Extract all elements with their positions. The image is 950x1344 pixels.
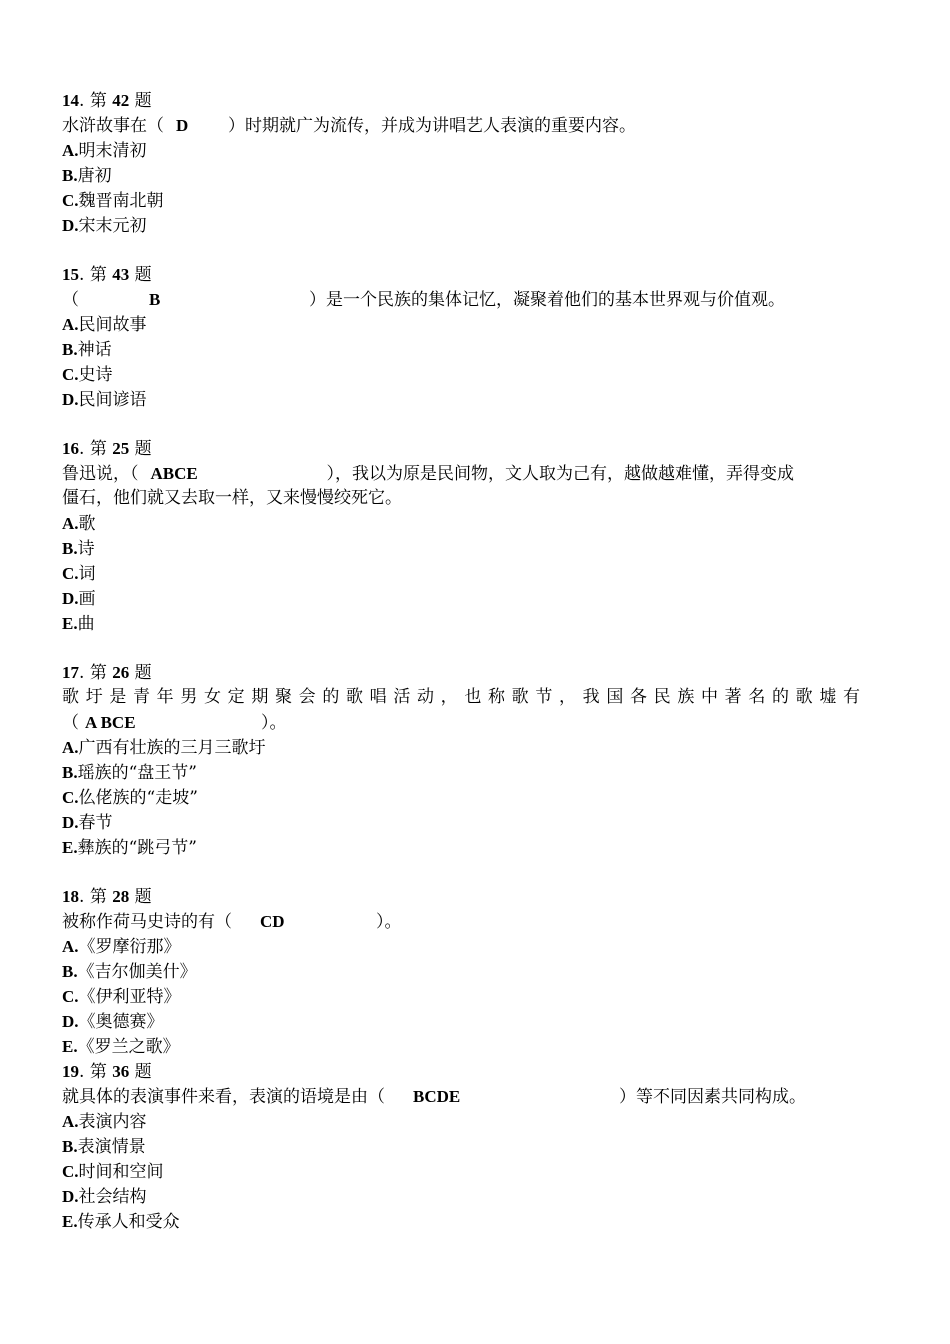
option-text: 《罗兰之歌》 (77, 1037, 180, 1057)
question-id: 26 (112, 663, 130, 682)
option-letter: A. (62, 1112, 79, 1131)
option-letter: B. (62, 1137, 78, 1156)
option-letter: E. (62, 838, 78, 857)
option-c (62, 362, 862, 387)
header-separator: . (79, 663, 85, 683)
option-e (62, 611, 862, 636)
header-separator: . (79, 91, 85, 111)
header-prefix: 第 (89, 91, 107, 111)
stem-line-2: 僵石，他们就又去取一样，又来慢慢绞死它。 (62, 488, 402, 508)
option-e (62, 1209, 862, 1234)
option-letter: D. (62, 1187, 79, 1206)
option-text: 广西有壮族的三月三歌圩 (78, 738, 266, 758)
header-suffix: 题 (134, 265, 152, 285)
stem-after: ），我以为原是民间物，文人取为己有，越做越难懂，弄得变成 (326, 464, 794, 484)
question-id: 28 (112, 887, 130, 906)
option-text: 曲 (77, 614, 95, 634)
option-text: 《罗摩衍那》 (78, 937, 181, 957)
question-stem-line-1: 歌圩是青年男女定期聚会的歌唱活动，也称歌节，我国各民族中著名的歌墟有 (62, 687, 860, 707)
answer-text: B (149, 290, 161, 309)
option-a (62, 934, 862, 959)
answer-text: ABCE (150, 464, 198, 483)
option-letter: D. (62, 1012, 79, 1031)
option-text: 《伊利亚特》 (78, 987, 181, 1007)
option-c (62, 785, 862, 810)
stem-after: ）是一个民族的集体记忆，凝聚着他们的基本世界观与价值观。 (309, 290, 785, 310)
stem-before: 鲁迅说，（ (62, 464, 139, 484)
header-separator: . (79, 1062, 85, 1082)
option-letter: B. (62, 166, 78, 185)
option-a (62, 312, 862, 337)
question-number: 18 (62, 887, 79, 906)
question-number: 14 (62, 91, 79, 110)
option-letter: A. (62, 315, 79, 334)
option-text: 画 (78, 589, 96, 609)
option-b (62, 760, 862, 785)
question-16 (62, 436, 862, 636)
question-id: 43 (112, 265, 130, 284)
stem-before: 水浒故事在（ (62, 116, 164, 136)
header-prefix: 第 (89, 1062, 107, 1082)
question-15 (62, 262, 862, 412)
stem-before: （ (62, 713, 79, 733)
option-letter: B. (62, 962, 78, 981)
option-text: 民间故事 (78, 315, 147, 335)
option-c (62, 1159, 862, 1184)
stem-after: ）。 (376, 912, 402, 932)
option-letter: A. (62, 937, 79, 956)
option-b (62, 1134, 862, 1159)
option-text: 传承人和受众 (77, 1212, 180, 1232)
question-id: 25 (112, 439, 130, 458)
option-text: 神话 (77, 340, 112, 360)
question-stem-line-2 (62, 486, 862, 511)
option-c (62, 188, 862, 213)
option-c (62, 561, 862, 586)
question-19 (62, 1059, 862, 1234)
question-17 (62, 660, 862, 860)
question-14 (62, 88, 862, 238)
option-d (62, 213, 862, 238)
option-text: 春节 (78, 813, 113, 833)
stem-after: ）时期就广为流传，并成为讲唱艺人表演的重要内容。 (228, 116, 636, 136)
option-letter: C. (62, 365, 79, 384)
option-c (62, 984, 862, 1009)
option-a (62, 138, 862, 163)
option-letter: D. (62, 390, 79, 409)
option-letter: B. (62, 340, 78, 359)
option-text: 史诗 (78, 365, 113, 385)
option-text: 唐初 (77, 166, 112, 186)
option-d (62, 586, 862, 611)
question-number: 19 (62, 1062, 79, 1081)
answer-text: D (176, 116, 189, 135)
option-b (62, 959, 862, 984)
option-text: 时间和空间 (78, 1162, 164, 1182)
question-id: 36 (112, 1062, 130, 1081)
header-prefix: 第 (89, 887, 107, 907)
question-header (62, 262, 862, 287)
header-prefix: 第 (89, 663, 107, 683)
header-separator: . (79, 887, 85, 907)
question-stem (62, 710, 862, 735)
document-page (62, 88, 862, 1234)
option-d (62, 810, 862, 835)
option-text: 民间谚语 (78, 390, 147, 410)
question-number: 17 (62, 663, 79, 682)
header-suffix: 题 (134, 1062, 152, 1082)
question-stem (62, 113, 862, 138)
option-letter: E. (62, 614, 78, 633)
option-letter: A. (62, 514, 79, 533)
option-letter: D. (62, 813, 79, 832)
question-18 (62, 884, 862, 1059)
option-text: 词 (78, 564, 96, 584)
option-text: 歌 (78, 514, 96, 534)
question-header (62, 884, 862, 909)
header-prefix: 第 (89, 439, 107, 459)
header-suffix: 题 (134, 91, 152, 111)
option-letter: B. (62, 539, 78, 558)
question-stem (62, 909, 862, 934)
answer-text: BCDE (413, 1087, 461, 1106)
option-d (62, 1184, 862, 1209)
option-text: 社会结构 (78, 1187, 147, 1207)
header-prefix: 第 (89, 265, 107, 285)
option-text: 《吉尔伽美什》 (77, 962, 197, 982)
option-letter: D. (62, 216, 79, 235)
option-text: 表演情景 (77, 1137, 146, 1157)
option-letter: C. (62, 1162, 79, 1181)
option-letter: C. (62, 987, 79, 1006)
option-text: 《奥德赛》 (78, 1012, 164, 1032)
option-text: 仫佬族的“走坡” (78, 788, 198, 808)
option-e (62, 835, 862, 860)
option-letter: A. (62, 738, 79, 757)
option-text: 明末清初 (78, 141, 147, 161)
option-letter: B. (62, 763, 78, 782)
question-header (62, 88, 862, 113)
question-stem (62, 461, 862, 486)
option-e (62, 1034, 862, 1059)
header-suffix: 题 (134, 439, 152, 459)
header-separator: . (79, 439, 85, 459)
option-letter: C. (62, 564, 79, 583)
stem-before: （ (62, 290, 79, 310)
option-text: 表演内容 (78, 1112, 147, 1132)
option-text: 宋末元初 (78, 216, 147, 236)
answer-text: A BCE (85, 713, 136, 732)
stem-after: ）等不同因素共同构成。 (619, 1087, 806, 1107)
option-text: 彝族的“跳弓节” (77, 838, 197, 858)
option-a (62, 735, 862, 760)
question-id: 42 (112, 91, 130, 110)
option-d (62, 387, 862, 412)
option-a (62, 511, 862, 536)
question-header (62, 436, 862, 461)
header-separator: . (79, 265, 85, 285)
option-letter: C. (62, 191, 79, 210)
option-letter: A. (62, 141, 79, 160)
header-suffix: 题 (134, 663, 152, 683)
answer-text: CD (260, 912, 285, 931)
question-number: 16 (62, 439, 79, 458)
option-b (62, 536, 862, 561)
option-d (62, 1009, 862, 1034)
question-header (62, 1059, 862, 1084)
stem-before: 就具体的表演事件来看，表演的语境是由（ (62, 1087, 385, 1107)
stem-before: 被称作荷马史诗的有（ (62, 912, 232, 932)
option-letter: C. (62, 788, 79, 807)
option-b (62, 337, 862, 362)
option-text: 魏晋南北朝 (78, 191, 164, 211)
option-b (62, 163, 862, 188)
question-number: 15 (62, 265, 79, 284)
option-text: 诗 (77, 539, 95, 559)
question-header (62, 660, 862, 685)
option-letter: E. (62, 1037, 78, 1056)
header-suffix: 题 (134, 887, 152, 907)
option-text: 瑶族的“盘王节” (77, 763, 197, 783)
option-a (62, 1109, 862, 1134)
option-letter: D. (62, 589, 79, 608)
question-stem (62, 287, 862, 312)
option-letter: E. (62, 1212, 78, 1231)
stem-after: ）。 (261, 713, 287, 733)
question-stem (62, 1084, 862, 1109)
